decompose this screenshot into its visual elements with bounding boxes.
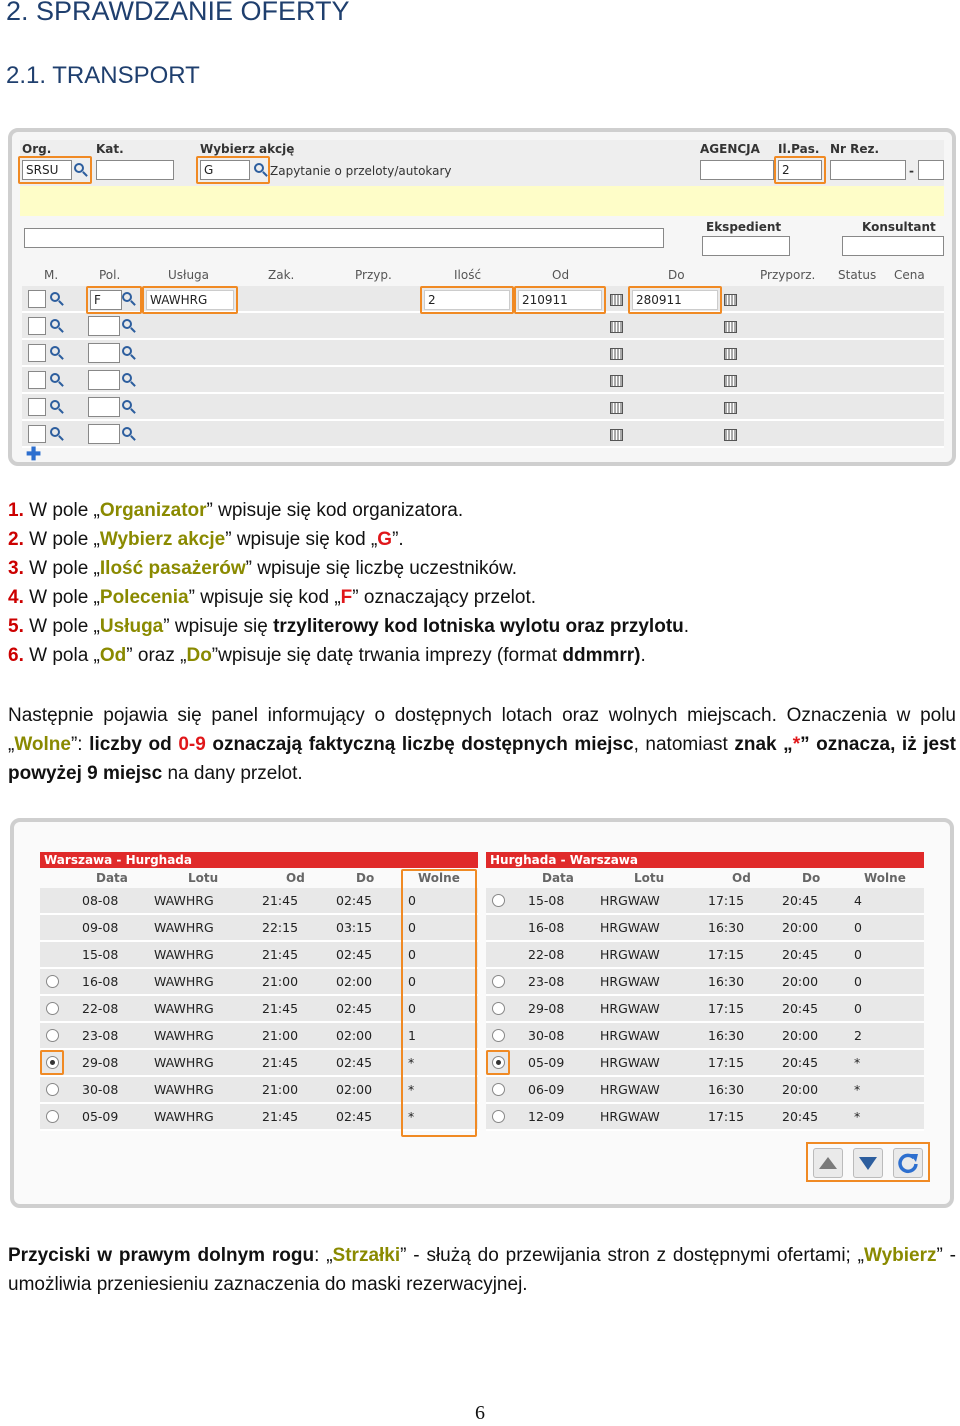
header-data: Data: [542, 871, 574, 885]
action-input[interactable]: G: [200, 160, 250, 180]
select-radio[interactable]: [492, 1110, 505, 1123]
cell-do: 20:45: [782, 893, 819, 908]
row-checkbox[interactable]: [28, 398, 46, 416]
flights-table-return: [486, 852, 924, 1131]
step-4: 4. W pole „Polecenia” wpisuje się kod „F” oznaczający przelot.: [8, 587, 537, 608]
cell-lot: WAWHRG: [154, 947, 214, 962]
cell-od: 21:00: [262, 1082, 299, 1097]
cell-od: 17:15: [708, 947, 745, 962]
cell-wolne: 2: [854, 1028, 862, 1043]
cell-wolne: *: [408, 1082, 415, 1097]
konsultant-input[interactable]: [842, 236, 944, 256]
select-radio[interactable]: [492, 1002, 505, 1015]
cell-wolne: *: [408, 1055, 415, 1070]
ilpas-input[interactable]: 2: [778, 160, 822, 180]
do-input-row1[interactable]: 280911: [632, 290, 718, 310]
org-highlight: [18, 156, 92, 184]
do-calendar-icon[interactable]: [724, 375, 737, 387]
cell-od: 16:30: [708, 974, 745, 989]
cell-wolne: 0: [854, 947, 862, 962]
cell-wolne: 4: [854, 893, 862, 908]
konsultant-label: Konsultant: [862, 220, 936, 234]
cell-od: 21:45: [262, 893, 299, 908]
nav-buttons: [806, 1142, 930, 1182]
ekspedient-label: Ekspedient: [706, 220, 782, 234]
cell-wolne: 0: [408, 1001, 416, 1016]
do-highlight: [628, 286, 722, 314]
cell-wolne: *: [854, 1055, 861, 1070]
cell-data: 22-08: [82, 1001, 119, 1016]
action-label: Wybierz akcję: [200, 142, 295, 156]
od-input-row1[interactable]: 210911: [518, 290, 602, 310]
col-status: Status: [838, 268, 877, 282]
cell-data: 30-08: [528, 1028, 565, 1043]
usluga-highlight: [142, 286, 238, 314]
step-1: 1. W pole „Organizator” wpisuje się kod organizatora.: [8, 500, 464, 521]
do-calendar-icon[interactable]: [724, 321, 737, 333]
col-usluga: Usługa: [168, 268, 210, 282]
row-search-icon[interactable]: [50, 319, 60, 329]
pol-highlight: [86, 286, 142, 314]
info-paragraph: Następnie pojawia się panel informujący o dostępnych lotach oraz wolnych miejscach. Oznaczenia w polu „Wolne”: liczby od 0-9 oznaczają faktyczną liczbę dostępnych miejsc, natomiast znak „*” oznacza, iż jest powyżej 9 miejsc na dany przelot.: [8, 705, 957, 784]
pol-input[interactable]: [88, 316, 120, 336]
add-row-icon[interactable]: ✚: [26, 444, 42, 464]
cell-data: 30-08: [82, 1082, 119, 1097]
step-6: 6. W pola „Od” oraz „Do”wpisuje się datę trwania imprezy (format ddmmrr).: [8, 645, 646, 666]
service-row: [22, 394, 944, 421]
nrrez-dash: -: [909, 164, 914, 178]
service-row: [22, 421, 944, 448]
section-heading: 2.1. TRANSPORT: [6, 62, 200, 89]
select-radio[interactable]: [492, 1029, 505, 1042]
row-search-icon[interactable]: [50, 346, 60, 356]
cell-lot: HRGWAW: [600, 947, 660, 962]
usluga-input-row1[interactable]: WAWHRG: [146, 290, 234, 310]
cell-lot: WAWHRG: [154, 1109, 214, 1124]
agencja-input[interactable]: [700, 160, 774, 180]
selected-radio-highlight: [486, 1050, 510, 1075]
cell-od: 16:30: [708, 1082, 745, 1097]
ilosc-highlight: [420, 286, 514, 314]
step-2: 2. W pole „Wybierz akcje” wpisuje się kod „G”.: [8, 529, 404, 550]
cell-wolne: 0: [854, 920, 862, 935]
do-calendar-icon[interactable]: [724, 429, 737, 441]
row-checkbox[interactable]: [28, 290, 46, 308]
pol-input[interactable]: [88, 370, 120, 390]
cell-data: 23-08: [528, 974, 565, 989]
cell-wolne: 0: [408, 893, 416, 908]
cell-od: 17:15: [708, 893, 745, 908]
cell-lot: WAWHRG: [154, 1055, 214, 1070]
header-wolne: Wolne: [418, 871, 460, 885]
cell-do: 20:00: [782, 920, 819, 935]
service-row: [22, 340, 944, 367]
page-heading: 2. SPRAWDZANIE OFERTY: [6, 0, 350, 26]
cell-wolne: 0: [854, 1001, 862, 1016]
cell-do: 20:45: [782, 1001, 819, 1016]
action-highlight: [196, 156, 270, 184]
cell-data: 05-09: [82, 1109, 119, 1124]
cell-data: 29-08: [528, 1001, 565, 1016]
header-wolne: Wolne: [864, 871, 906, 885]
agencja-label: AGENCJA: [700, 142, 760, 156]
nrrez-suffix-input[interactable]: [918, 160, 944, 180]
cell-wolne: 1: [408, 1028, 416, 1043]
cell-do: 02:45: [336, 893, 373, 908]
cell-wolne: 0: [408, 920, 416, 935]
ekspedient-input[interactable]: [702, 236, 790, 256]
pol-search-icon[interactable]: [122, 427, 132, 437]
header-do: Do: [356, 871, 375, 885]
cell-lot: HRGWAW: [600, 974, 660, 989]
cell-do: 02:00: [336, 974, 373, 989]
cell-data: 22-08: [528, 947, 565, 962]
cell-od: 21:45: [262, 947, 299, 962]
step-3: 3. W pole „Ilość pasażerów” wpisuje się liczbę uczestników.: [8, 558, 518, 579]
col-m: M.: [44, 268, 59, 282]
pol-search-icon[interactable]: [122, 319, 132, 329]
cell-do: 20:45: [782, 1055, 819, 1070]
right-flight-row[interactable]: [486, 969, 924, 996]
do-calendar-icon[interactable]: [724, 348, 737, 360]
pol-input[interactable]: [88, 424, 120, 444]
right-flight-row[interactable]: [486, 942, 924, 969]
cell-od: 17:15: [708, 1001, 745, 1016]
cell-od: 16:30: [708, 920, 745, 935]
cell-lot: HRGWAW: [600, 1082, 660, 1097]
booking-form-panel: [8, 128, 956, 466]
cell-od: 16:30: [708, 1028, 745, 1043]
cell-od: 21:00: [262, 1028, 299, 1043]
cell-do: 02:45: [336, 1055, 373, 1070]
cell-od: 21:45: [262, 1001, 299, 1016]
row-search-icon[interactable]: [50, 292, 60, 302]
right-flight-row[interactable]: [486, 1104, 924, 1131]
cell-od: 17:15: [708, 1109, 745, 1124]
ilpas-highlight: [774, 156, 826, 184]
header-lotu: Lotu: [188, 871, 219, 885]
od-calendar-icon[interactable]: [610, 375, 623, 387]
header-do: Do: [802, 871, 821, 885]
right-flight-row[interactable]: [486, 1077, 924, 1104]
col-przyporz: Przyporz.: [760, 268, 816, 282]
cell-lot: WAWHRG: [154, 1028, 214, 1043]
cell-data: 08-08: [82, 893, 119, 908]
cell-do: 03:15: [336, 920, 373, 935]
nrrez-label: Nr Rez.: [830, 142, 880, 156]
right-flight-row[interactable]: [486, 996, 924, 1023]
cell-do: 02:00: [336, 1082, 373, 1097]
pol-input[interactable]: [88, 397, 120, 417]
refresh-icon: [894, 1149, 922, 1177]
cell-do: 02:45: [336, 1109, 373, 1124]
od-highlight: [514, 286, 606, 314]
kat-input[interactable]: [96, 160, 174, 180]
od-calendar-icon[interactable]: [610, 402, 623, 414]
cell-do: 20:45: [782, 947, 819, 962]
org-label: Org.: [22, 142, 52, 156]
cell-wolne: *: [854, 1082, 861, 1097]
cell-data: 16-08: [82, 974, 119, 989]
row-checkbox[interactable]: [28, 317, 46, 335]
header-od: Od: [286, 871, 305, 885]
col-pol: Pol.: [99, 268, 121, 282]
cell-lot: HRGWAW: [600, 1001, 660, 1016]
right-flight-row[interactable]: [486, 1023, 924, 1050]
cell-od: 22:15: [262, 920, 299, 935]
cell-do: 02:45: [336, 1001, 373, 1016]
cell-data: 15-08: [528, 893, 565, 908]
row-checkbox[interactable]: [28, 344, 46, 362]
od-calendar-icon[interactable]: [610, 321, 623, 333]
do-calendar-icon[interactable]: [724, 294, 737, 306]
cell-od: 21:00: [262, 974, 299, 989]
cell-lot: WAWHRG: [154, 1001, 214, 1016]
select-radio[interactable]: [492, 975, 505, 988]
cell-lot: WAWHRG: [154, 920, 214, 935]
cell-do: 20:00: [782, 974, 819, 989]
ilpas-label: Il.Pas.: [778, 142, 820, 156]
arrow-down-icon: [854, 1149, 882, 1177]
ilosc-input-row1[interactable]: 2: [424, 290, 510, 310]
pol-search-icon[interactable]: [122, 373, 132, 383]
right-flight-row[interactable]: [486, 1050, 924, 1077]
cell-data: 29-08: [82, 1055, 119, 1070]
cell-lot: WAWHRG: [154, 974, 214, 989]
arrow-up-icon: [814, 1149, 842, 1177]
select-radio[interactable]: [46, 1110, 59, 1123]
col-ilosc: Ilość: [454, 268, 482, 282]
cell-do: 02:45: [336, 947, 373, 962]
cell-wolne: *: [408, 1109, 415, 1124]
cell-do: 20:00: [782, 1082, 819, 1097]
col-do: Do: [668, 268, 685, 282]
od-calendar-icon[interactable]: [610, 294, 623, 306]
select-radio[interactable]: [492, 1083, 505, 1096]
right-flight-row[interactable]: [486, 915, 924, 942]
cell-lot: WAWHRG: [154, 893, 214, 908]
cell-data: 15-08: [82, 947, 119, 962]
cell-wolne: 0: [408, 974, 416, 989]
cell-wolne: 0: [854, 974, 862, 989]
form-info-bar: [20, 186, 944, 216]
page-down-button[interactable]: [853, 1148, 883, 1178]
row-checkbox[interactable]: [28, 371, 46, 389]
cell-wolne: *: [854, 1109, 861, 1124]
cell-do: 20:00: [782, 1028, 819, 1043]
cell-lot: HRGWAW: [600, 1055, 660, 1070]
od-calendar-icon[interactable]: [610, 348, 623, 360]
row-checkbox[interactable]: [28, 425, 46, 443]
action-description: Zapytanie o przeloty/autokary: [270, 164, 452, 178]
return-header: [486, 868, 924, 888]
pol-search-icon[interactable]: [122, 400, 132, 410]
cell-od: 17:15: [708, 1055, 745, 1070]
outbound-title: Warszawa - Hurghada: [40, 852, 478, 868]
cell-lot: HRGWAW: [600, 920, 660, 935]
header-od: Od: [732, 871, 751, 885]
cell-data: 23-08: [82, 1028, 119, 1043]
cell-data: 06-09: [528, 1082, 565, 1097]
remarks-input[interactable]: [24, 228, 664, 248]
cell-lot: HRGWAW: [600, 1109, 660, 1124]
col-zak: Zak.: [268, 268, 295, 282]
col-przyp: Przyp.: [355, 268, 392, 282]
cell-lot: WAWHRG: [154, 1082, 214, 1097]
cell-data: 12-09: [528, 1109, 565, 1124]
pol-input-row1[interactable]: F: [90, 290, 122, 310]
cell-od: 21:45: [262, 1109, 299, 1124]
kat-label: Kat.: [96, 142, 124, 156]
cell-lot: HRGWAW: [600, 893, 660, 908]
row-search-icon[interactable]: [50, 373, 60, 383]
cell-do: 02:00: [336, 1028, 373, 1043]
service-row: [22, 367, 944, 394]
select-button[interactable]: [893, 1148, 923, 1178]
nrrez-input[interactable]: [830, 160, 906, 180]
pol-search-icon[interactable]: [122, 346, 132, 356]
select-radio[interactable]: [46, 1002, 59, 1015]
header-lotu: Lotu: [634, 871, 665, 885]
select-radio[interactable]: [46, 1029, 59, 1042]
page-up-button[interactable]: [813, 1148, 843, 1178]
cell-od: 21:45: [262, 1055, 299, 1070]
select-radio[interactable]: [46, 975, 59, 988]
step-5: 5. W pole „Usługa” wpisuje się trzyliterowy kod lotniska wylotu oraz przylotu.: [8, 616, 690, 637]
buttons-paragraph: Przyciski w prawym dolnym rogu: „Strzałki” - służą do przewijania stron z dostępnymi ofertami; „Wybierz” - umożliwia przeniesieniu zaznaczenia do maski rezerwacyjnej.: [8, 1245, 957, 1295]
od-calendar-icon[interactable]: [610, 429, 623, 441]
cell-lot: HRGWAW: [600, 1028, 660, 1043]
select-radio[interactable]: [46, 1083, 59, 1096]
cell-wolne: 0: [408, 947, 416, 962]
right-flight-row[interactable]: [486, 888, 924, 915]
header-data: Data: [96, 871, 128, 885]
pol-input[interactable]: [88, 343, 120, 363]
cell-data: 09-08: [82, 920, 119, 935]
select-radio[interactable]: [492, 894, 505, 907]
cell-data: 05-09: [528, 1055, 565, 1070]
return-title: Hurghada - Warszawa: [486, 852, 924, 868]
org-input[interactable]: SRSU: [22, 160, 72, 180]
col-od: Od: [552, 268, 570, 282]
do-calendar-icon[interactable]: [724, 402, 737, 414]
cell-do: 20:45: [782, 1109, 819, 1124]
selected-radio-highlight: [40, 1050, 64, 1075]
flights-panel: [10, 818, 954, 1208]
row-search-icon[interactable]: [50, 427, 60, 437]
col-cena: Cena: [894, 268, 925, 282]
cell-data: 16-08: [528, 920, 565, 935]
wolne-column-highlight: [401, 869, 477, 1137]
service-row: [22, 313, 944, 340]
page-number: 6: [475, 1402, 485, 1424]
row-search-icon[interactable]: [50, 400, 60, 410]
